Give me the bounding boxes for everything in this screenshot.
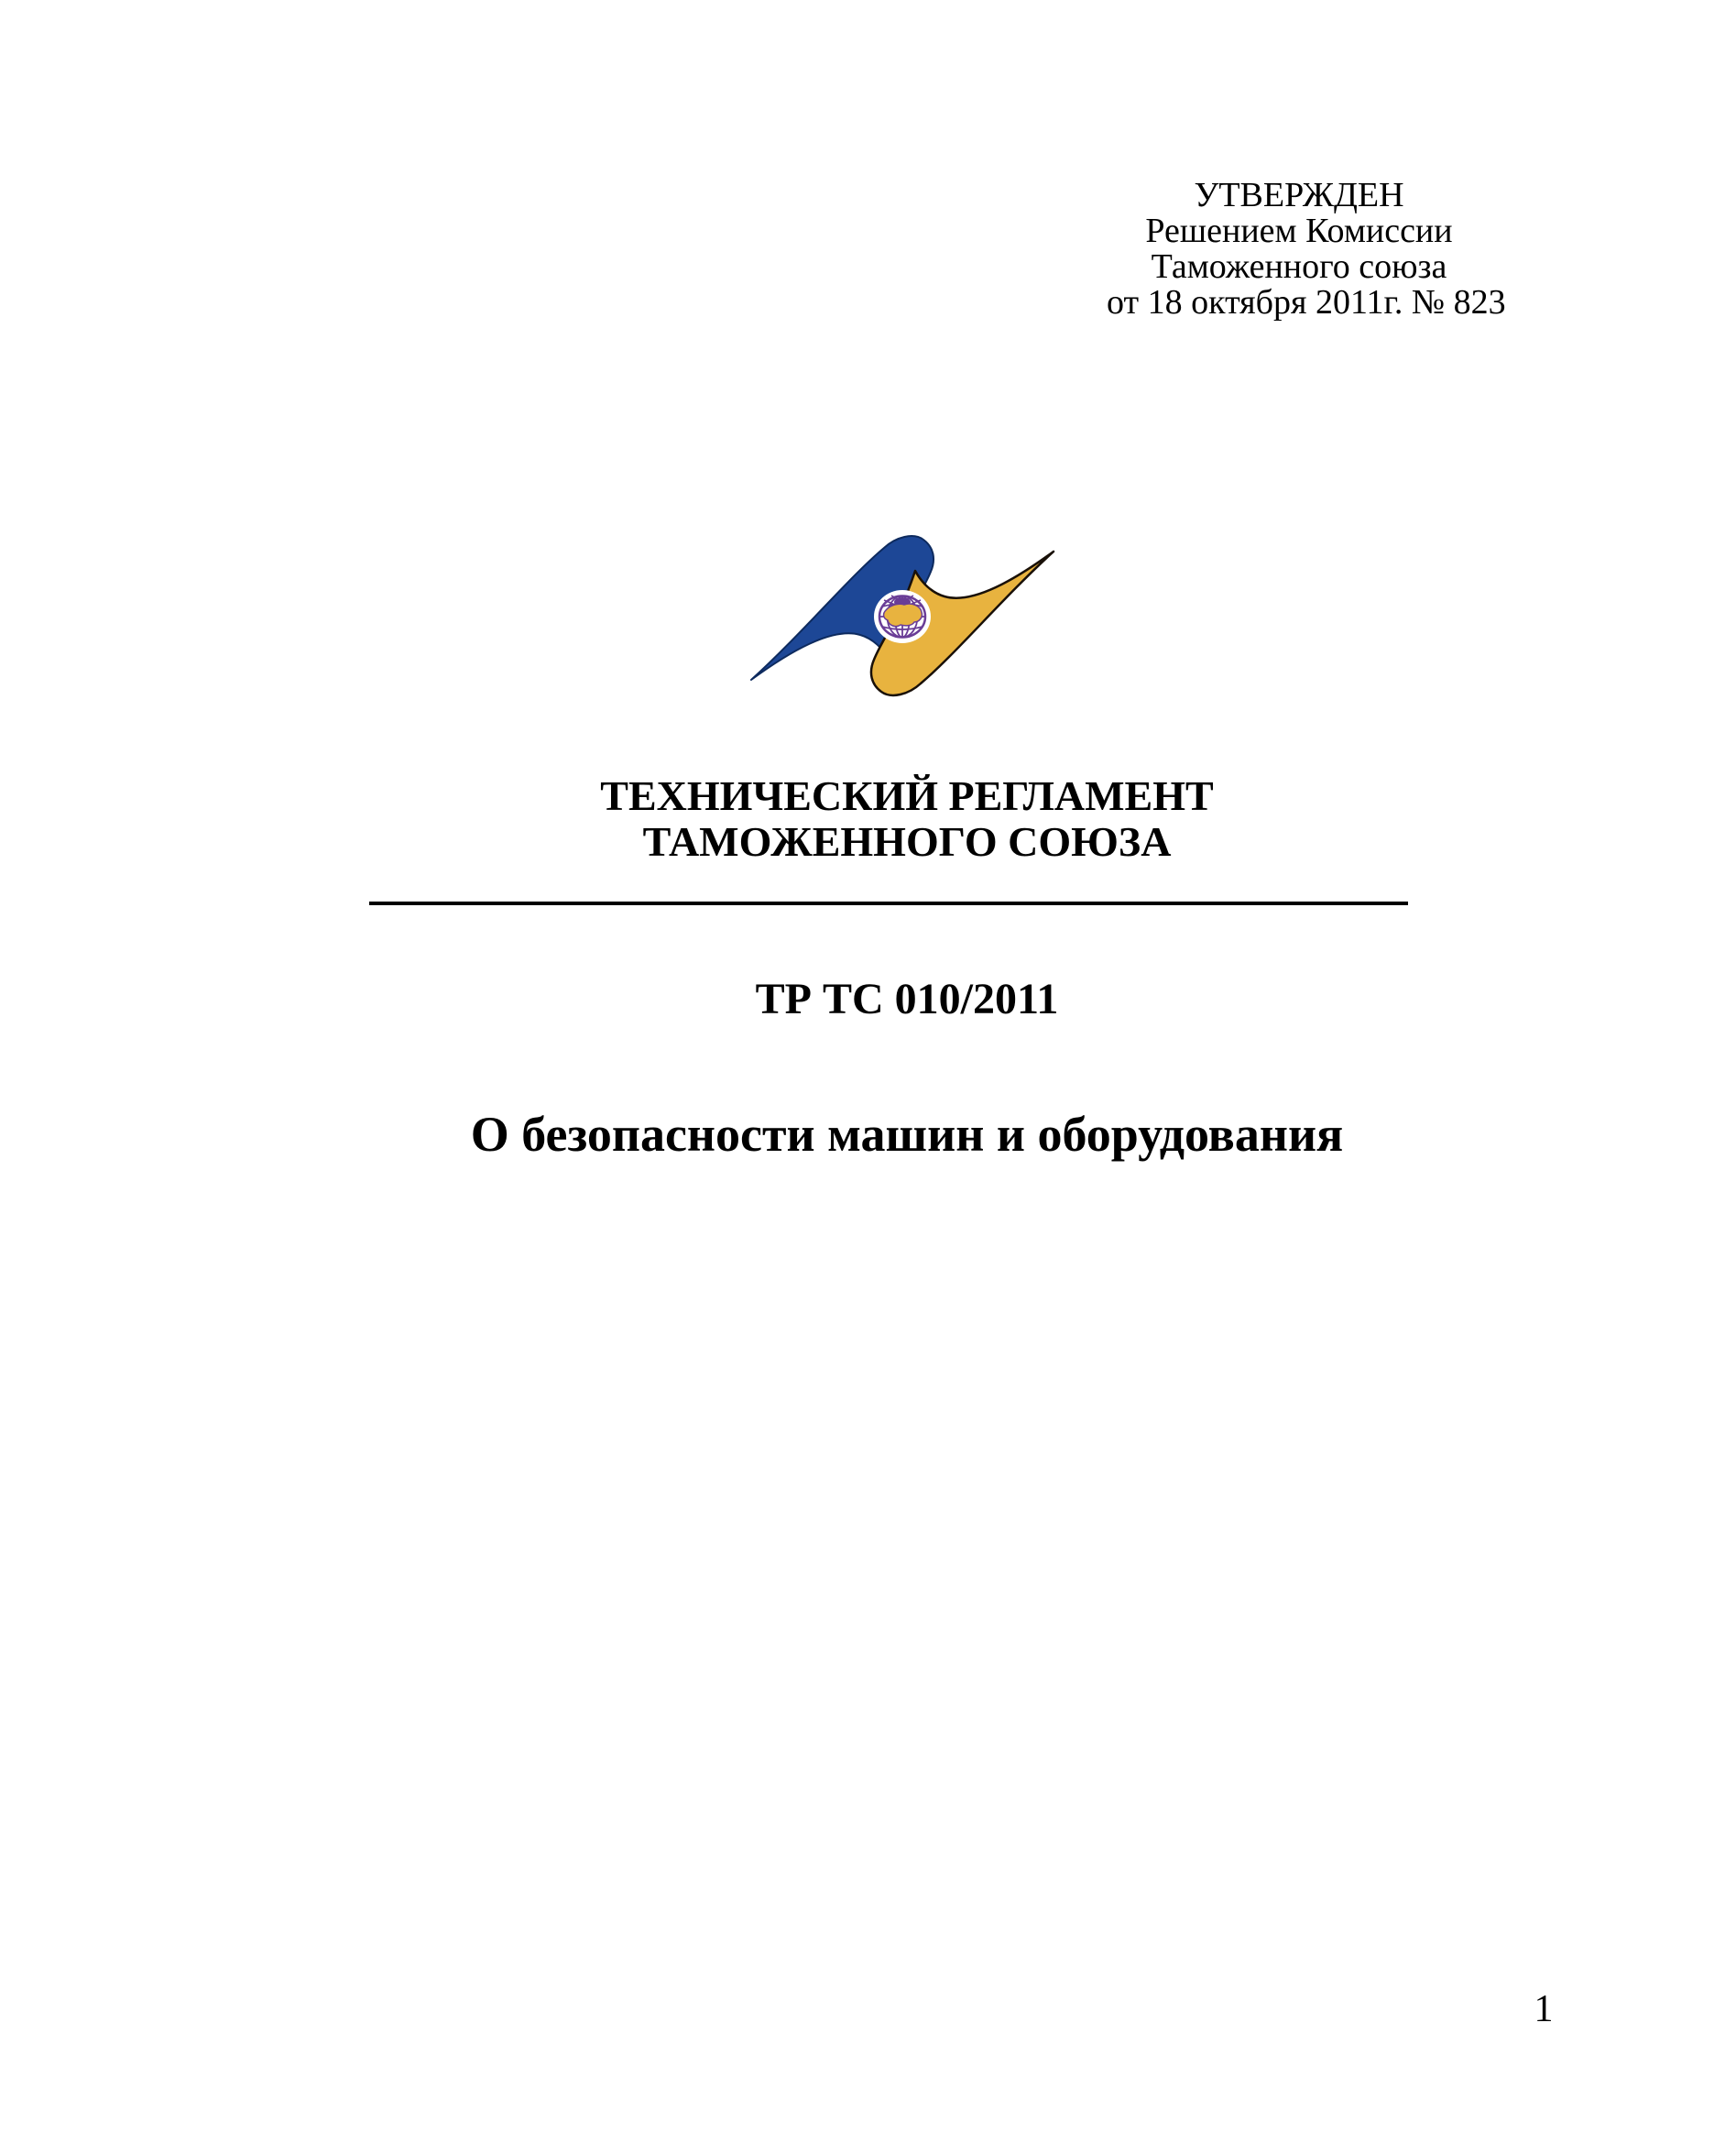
globe-icon — [874, 590, 931, 643]
org-title-line-1: ТЕХНИЧЕСКИЙ РЕГЛАМЕНТ — [600, 772, 1214, 819]
page-number: 1 — [1534, 1988, 1554, 2030]
approval-line-1: УТВЕРЖДЕН — [1194, 176, 1404, 214]
approval-line-4: от 18 октября 2011г. № 823 — [1107, 283, 1506, 322]
org-title-line-2: ТАМОЖЕННОГО СОЮЗА — [642, 818, 1172, 865]
doc-code: ТР ТС 010/2011 — [755, 975, 1059, 1023]
eurasec-logo-svg — [747, 530, 1058, 698]
doc-title: О безопасности машин и оборудования — [470, 1107, 1344, 1162]
divider-rule — [369, 902, 1408, 905]
eurasec-logo — [747, 530, 1058, 698]
approval-block — [1107, 176, 1506, 322]
approval-line-2: Решением Комиссии — [1145, 212, 1453, 250]
org-title — [366, 773, 1447, 865]
approval-line-3: Таможенного союза — [1151, 247, 1447, 286]
